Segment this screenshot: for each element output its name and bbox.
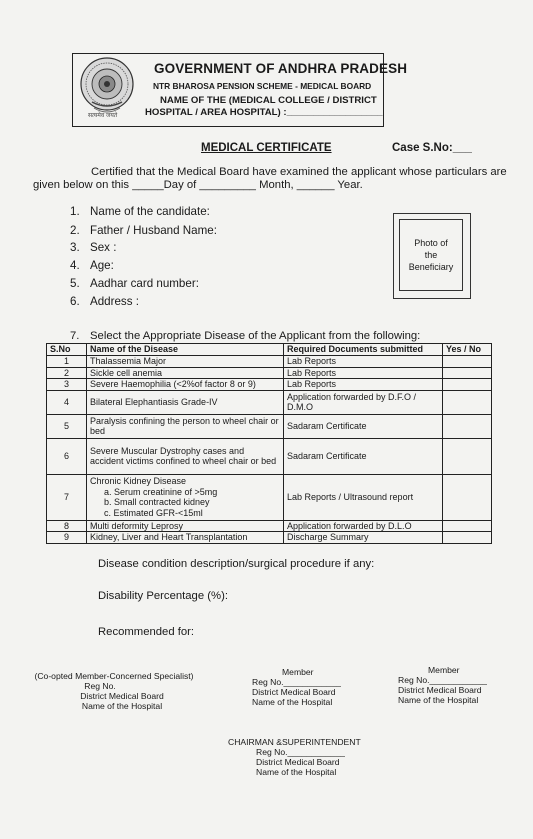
field-number: 4. bbox=[70, 259, 80, 272]
row-sno: 3 bbox=[47, 379, 87, 391]
field-candidate-name[interactable] bbox=[70, 205, 210, 218]
signatory-title: CHAIRMAN &SUPERINTENDENT bbox=[228, 737, 361, 747]
row-sno: 4 bbox=[47, 390, 87, 414]
table-row bbox=[47, 379, 492, 391]
row-disease: Severe Haemophilia (<2%of factor 8 or 9) bbox=[87, 379, 284, 391]
field-label: Father / Husband Name: bbox=[90, 224, 217, 237]
field-address[interactable] bbox=[70, 295, 139, 308]
header-subtitle: NTR BHAROSA PENSION SCHEME - MEDICAL BOARD bbox=[153, 81, 372, 91]
disability-percentage-field[interactable]: Disability Percentage (%): bbox=[98, 590, 228, 602]
reg-number-field[interactable]: Reg No.____________ bbox=[252, 677, 341, 687]
member1-signature-block bbox=[252, 667, 347, 707]
reg-number-field[interactable]: Reg No.____________ bbox=[398, 675, 487, 685]
row-sno: 1 bbox=[47, 356, 87, 368]
row-disease: Sickle cell anemia bbox=[87, 367, 284, 379]
yes-no-cell[interactable] bbox=[443, 414, 492, 438]
row-disease: Severe Muscular Dystrophy cases and accident victims confined to wheel chair or bed bbox=[87, 438, 284, 474]
field-label: Age: bbox=[90, 259, 114, 272]
ckd-criterion-b: b. Small contracted kidney bbox=[104, 497, 210, 507]
yes-no-cell[interactable] bbox=[443, 367, 492, 379]
table-header-row bbox=[47, 344, 492, 356]
disease-description-field[interactable]: Disease condition description/surgical procedure if any: bbox=[98, 558, 375, 570]
row-sno: 6 bbox=[47, 438, 87, 474]
row-documents: Lab Reports bbox=[284, 379, 443, 391]
header-disease-name: Name of the Disease bbox=[87, 344, 284, 356]
reg-number-field[interactable]: Reg No. bbox=[84, 681, 116, 691]
header-title: GOVERNMENT OF ANDHRA PRADESH bbox=[154, 61, 408, 76]
disease-section-heading bbox=[70, 330, 420, 342]
ckd-criterion-a: a. Serum creatinine of >5mg bbox=[104, 486, 218, 497]
board-label: District Medical Board bbox=[252, 687, 336, 697]
row-sno: 2 bbox=[47, 367, 87, 379]
field-label: Address : bbox=[90, 295, 139, 308]
hospital-label: Name of the Hospital bbox=[398, 695, 479, 705]
field-father-husband-name[interactable] bbox=[70, 224, 217, 237]
yes-no-cell[interactable] bbox=[443, 532, 492, 544]
table-row bbox=[47, 414, 492, 438]
row-documents: Application forwarded by D.L.O bbox=[284, 520, 443, 532]
field-aadhar-number[interactable] bbox=[70, 277, 199, 290]
photo-label-line1: Photo of bbox=[414, 238, 448, 248]
chairman-signature-block bbox=[228, 737, 388, 777]
certification-text-line1: Certified that the Medical Board have examined the applicant whose particulars are bbox=[91, 166, 507, 178]
header-yes-no: Yes / No bbox=[443, 344, 492, 356]
emblem-motto: सत्यमेव जयते bbox=[88, 113, 118, 119]
section-number: 7. bbox=[70, 330, 80, 342]
row-disease: Kidney, Liver and Heart Transplantation bbox=[87, 532, 284, 544]
row-documents: Sadaram Certificate bbox=[284, 438, 443, 474]
field-number: 6. bbox=[70, 295, 80, 308]
yes-no-cell[interactable] bbox=[443, 438, 492, 474]
board-label: District Medical Board bbox=[398, 685, 482, 695]
yes-no-cell[interactable] bbox=[443, 379, 492, 391]
row-disease: Paralysis confining the person to wheel chair or bed bbox=[87, 414, 284, 438]
yes-no-cell[interactable] bbox=[443, 520, 492, 532]
field-number: 5. bbox=[70, 277, 80, 290]
row-sno: 7 bbox=[47, 474, 87, 520]
signatory-title: Member bbox=[428, 665, 460, 675]
state-emblem-icon bbox=[78, 56, 136, 118]
certificate-title: MEDICAL CERTIFICATE bbox=[201, 142, 332, 154]
row-documents: Sadaram Certificate bbox=[284, 414, 443, 438]
yes-no-cell[interactable] bbox=[443, 474, 492, 520]
header-required-documents: Required Documents submitted bbox=[284, 344, 443, 356]
row-disease: Thalassemia Major bbox=[87, 356, 284, 368]
signatory-title: Member bbox=[282, 667, 314, 677]
table-row bbox=[47, 520, 492, 532]
table-row bbox=[47, 474, 492, 520]
field-label: Aadhar card number: bbox=[90, 277, 199, 290]
table-row bbox=[47, 390, 492, 414]
hospital-label: Name of the Hospital bbox=[252, 697, 333, 707]
row-disease: Chronic Kidney Disease bbox=[90, 476, 187, 486]
field-number: 2. bbox=[70, 224, 80, 237]
field-age[interactable] bbox=[70, 259, 114, 272]
row-sno: 5 bbox=[47, 414, 87, 438]
field-number: 3. bbox=[70, 241, 80, 254]
row-documents: Lab Reports bbox=[284, 367, 443, 379]
table-row bbox=[47, 438, 492, 474]
field-label: Name of the candidate: bbox=[90, 205, 210, 218]
row-disease: Bilateral Elephantiasis Grade-IV bbox=[87, 390, 284, 414]
field-sex[interactable] bbox=[70, 241, 116, 254]
row-disease-ckd bbox=[87, 474, 284, 520]
row-documents: Lab Reports bbox=[284, 356, 443, 368]
certification-text-line2[interactable]: given below on this _____Day of _________ Month, ______ Year. bbox=[33, 179, 363, 191]
hospital-name-line1: NAME OF THE (MEDICAL COLLEGE / DISTRICT bbox=[160, 95, 377, 106]
row-documents: Lab Reports / Ultrasound report bbox=[284, 474, 443, 520]
case-number-field[interactable]: Case S.No:___ bbox=[392, 142, 472, 154]
ckd-criterion-c: c. Estimated GFR-<15ml bbox=[104, 507, 203, 518]
row-documents: Application forwarded by D.F.O / D.M.O bbox=[284, 390, 443, 414]
board-label: District Medical Board bbox=[256, 757, 340, 767]
row-sno: 9 bbox=[47, 532, 87, 544]
field-label: Sex : bbox=[90, 241, 117, 254]
table-row bbox=[47, 367, 492, 379]
member2-signature-block bbox=[398, 665, 493, 705]
section-label: Select the Appropriate Disease of the Applicant from the following: bbox=[90, 330, 421, 342]
table-row bbox=[47, 532, 492, 544]
board-label: District Medical Board bbox=[80, 691, 164, 701]
recommended-for-field[interactable]: Recommended for: bbox=[98, 626, 195, 638]
row-sno: 8 bbox=[47, 520, 87, 532]
row-documents: Discharge Summary bbox=[284, 532, 443, 544]
hospital-label: Name of the Hospital bbox=[256, 767, 337, 777]
beneficiary-photo-box[interactable] bbox=[399, 219, 463, 291]
disease-table bbox=[46, 343, 492, 544]
photo-label-line2: the bbox=[424, 250, 438, 260]
hospital-name-line2[interactable]: HOSPITAL / AREA HOSPITAL) :__________________ bbox=[145, 107, 383, 118]
specialist-signature-block bbox=[24, 671, 204, 711]
table-row bbox=[47, 356, 492, 368]
signatory-title: (Co-opted Member-Concerned Specialist) bbox=[34, 671, 194, 681]
yes-no-cell[interactable] bbox=[443, 390, 492, 414]
yes-no-cell[interactable] bbox=[443, 356, 492, 368]
header-sno: S.No bbox=[47, 344, 87, 356]
field-number: 1. bbox=[70, 205, 80, 218]
photo-label-line3: Beneficiary bbox=[408, 262, 454, 272]
reg-number-field[interactable]: Reg No.____________ bbox=[256, 747, 345, 757]
row-disease: Multi deformity Leprosy bbox=[87, 520, 284, 532]
hospital-label: Name of the Hospital bbox=[81, 701, 163, 711]
